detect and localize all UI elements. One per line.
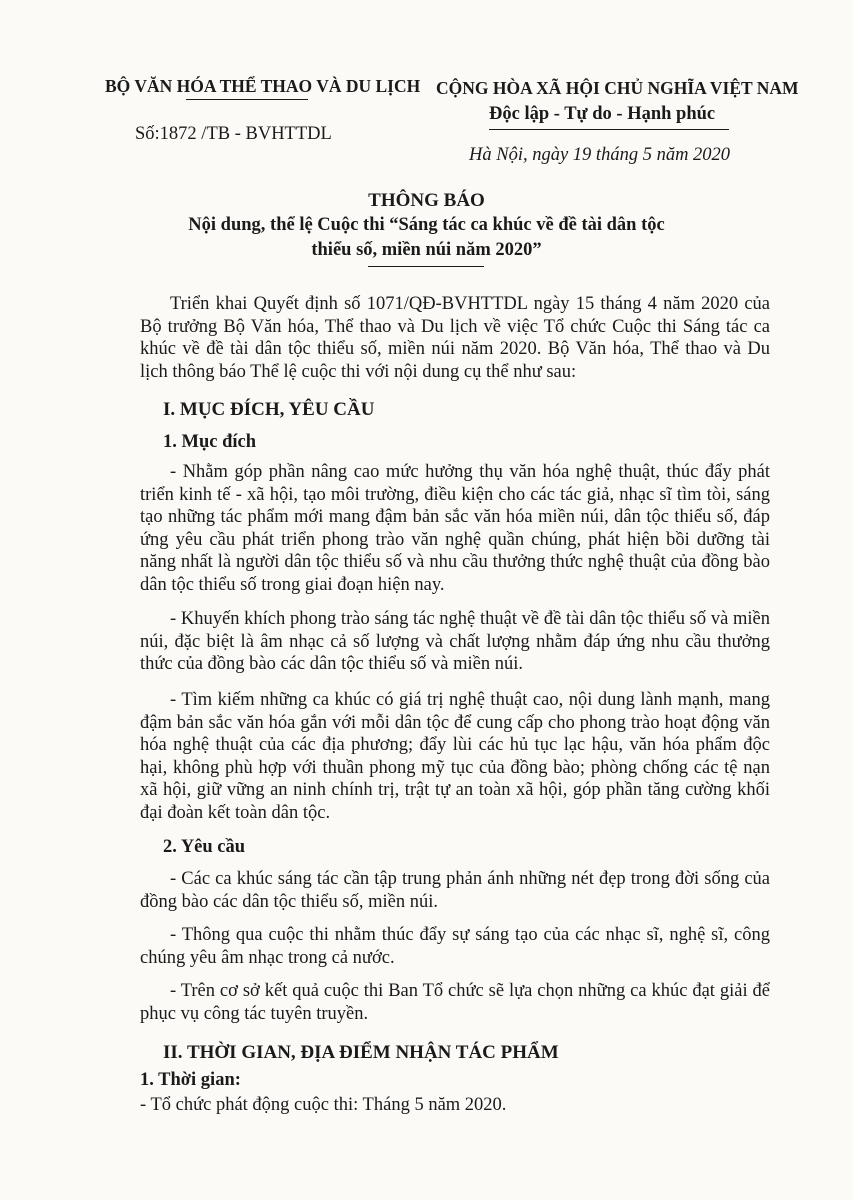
- purpose-paragraph-1: - Nhằm góp phần nâng cao mức hưởng thụ văn hóa nghệ thuật, thúc đẩy phát triển kinh tế - xã hội, tạo môi trường, điều kiện cho các tác giả, nhạc sĩ tìm tòi, sáng tạo những tác phẩm mới mang đậm bản sắc văn hóa miền núi, dân tộc thiểu số, đáp ứng yêu cầu phát triển phong trào văn nghệ quần chúng, phát hiện bồi dưỡng tài năng nhất là người dân tộc thiểu số và nhu cầu thưởng thức nghệ thuật của đồng bào dân tộc thiểu số trong giai đoạn hiện nay.: [140, 462, 770, 595]
- timeline-item-1: - Tổ chức phát động cuộc thi: Tháng 5 năm 2020.: [140, 1095, 507, 1115]
- country-name: CỘNG HÒA XÃ HỘI CHỦ NGHĨA VIỆT NAM: [436, 78, 799, 98]
- document-subject-line2: thiểu số, miền núi năm 2020”: [311, 240, 542, 260]
- document-number: Số:1872 /TB - BVHTTDL: [135, 124, 332, 144]
- purpose-paragraph-3: - Tìm kiếm những ca khúc có giá trị nghệ thuật cao, nội dung lành mạnh, mang đậm bản sắc văn hóa gắn với mỗi dân tộc để cung cấp cho phong trào hoạt động văn hóa nghệ thuật của các địa phương; đẩy lùi các hủ tục lạc hậu, văn hóa phẩm độc hại, không phù hợp với thuần phong mỹ tục của đồng bào; phòng chống các tệ nạn xã hội, giữ vững an ninh chính trị, trật tự an toàn xã hội, góp phần tăng cường khối đại đoàn kết toàn dân tộc.: [140, 690, 770, 823]
- requirement-paragraph-2: - Thông qua cuộc thi nhằm thúc đẩy sự sáng tạo của các nhạc sĩ, nghệ sĩ, công chúng yêu âm nhạc trong cả nước.: [140, 925, 770, 968]
- document-title: THÔNG BÁO: [368, 190, 485, 211]
- title-underline: [368, 266, 484, 267]
- section-2-sub-1: 1. Thời gian:: [140, 1070, 241, 1090]
- section-1-sub-2: 2. Yêu cầu: [163, 837, 246, 857]
- section-1-sub-1: 1. Mục đích: [163, 432, 257, 452]
- ministry-underline: [186, 99, 308, 100]
- section-1-heading: I. MỤC ĐÍCH, YÊU CẦU: [163, 399, 375, 420]
- purpose-paragraph-2: - Khuyến khích phong trào sáng tác nghệ thuật về đề tài dân tộc thiểu số và miền núi, đặc biệt là âm nhạc cả số lượng và chất lượng nhằm đáp ứng nhu cầu thưởng thức của đồng bào các dân tộc thiểu số và miền núi.: [140, 609, 770, 674]
- requirement-paragraph-3: - Trên cơ sở kết quả cuộc thi Ban Tổ chức sẽ lựa chọn những ca khúc đạt giải để phục vụ công tác tuyên truyền.: [140, 981, 770, 1024]
- national-motto: Độc lập - Tự do - Hạnh phúc: [489, 104, 716, 124]
- motto-underline: [489, 129, 729, 130]
- section-2-heading: II. THỜI GIAN, ĐỊA ĐIỂM NHẬN TÁC PHẨM: [163, 1042, 559, 1063]
- requirement-paragraph-1: - Các ca khúc sáng tác cần tập trung phản ánh những nét đẹp trong đời sống của đồng bào các dân tộc thiểu số, miền núi.: [140, 869, 770, 912]
- intro-paragraph: Triển khai Quyết định số 1071/QĐ-BVHTTDL ngày 15 tháng 4 năm 2020 của Bộ trưởng Bộ Văn hóa, Thể thao và Du lịch về việc Tổ chức Cuộc thi Sáng tác ca khúc về đề tài dân tộc thiểu số, miền núi năm 2020. Bộ Văn hóa, Thể thao và Du lịch thông báo Thể lệ cuộc thi với nội dung cụ thể như sau:: [140, 294, 770, 382]
- document-subject-line1: Nội dung, thể lệ Cuộc thi “Sáng tác ca khúc về đề tài dân tộc: [188, 215, 665, 235]
- issue-date: Hà Nội, ngày 19 tháng 5 năm 2020: [469, 145, 731, 165]
- ministry-name: BỘ VĂN HÓA THỂ THAO VÀ DU LỊCH: [105, 76, 421, 96]
